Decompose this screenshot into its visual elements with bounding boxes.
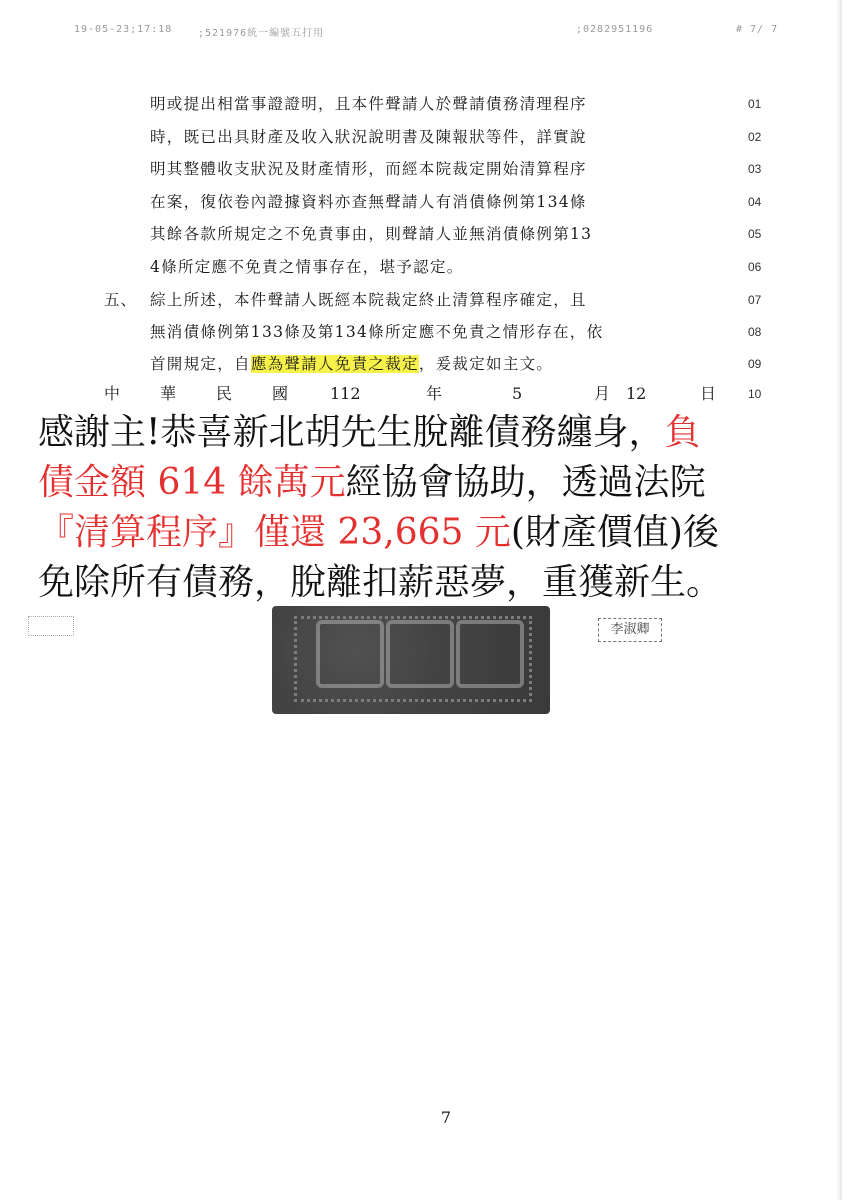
line-number: 01: [748, 97, 762, 111]
fax-header: [0, 24, 848, 38]
line-number: 08: [748, 325, 762, 339]
repaid-amount: 『清算程序』僅還 23,665 元: [38, 512, 511, 553]
ruling-line: 綜上所述，本件聲請人既經本院裁定終止清算程序確定，且: [150, 291, 587, 309]
line-number: 09: [748, 357, 762, 371]
ruling-line-pre: 首開規定，自: [150, 355, 251, 373]
signer-stamp: 李淑卿: [598, 618, 662, 642]
banner-line-1: [38, 410, 700, 456]
date-month: 5: [512, 384, 523, 403]
item-marker: 五、: [104, 291, 138, 309]
ruling-line: [150, 351, 730, 377]
banner-highlight: 負: [664, 412, 701, 453]
banner-text: (財產價值)後: [510, 512, 719, 553]
banner-text: 經協會協助，透過法院: [345, 462, 706, 503]
scan-edge: [836, 0, 842, 1200]
date-char: 中: [104, 384, 121, 403]
banner-line-4: 免除所有債務，脫離扣薪惡夢，重獲新生。: [38, 562, 723, 603]
page-number: 7: [440, 1108, 452, 1127]
line-number: 10: [748, 387, 762, 401]
seal-glyph: [316, 620, 384, 688]
fax-page-count: # 7/ 7: [736, 24, 779, 35]
date-char: 月: [594, 384, 611, 403]
date-year: 112: [330, 384, 361, 403]
line-number: 04: [748, 195, 762, 209]
ruling-line: 無消債條例第133條及第134條所定應不免責之情形存在，依: [150, 323, 604, 341]
date-char: 華: [160, 384, 177, 403]
line-number: 06: [748, 260, 762, 274]
stamp-fragment: [28, 616, 74, 636]
fax-sender: ;521976統一編號五打用: [198, 28, 325, 39]
ruling-line: 明或提出相當事證證明，且本件聲請人於聲請債務清理程序: [150, 95, 587, 113]
ruling-line: 時，既已出具財產及收入狀況說明書及陳報狀等件，詳實說: [150, 128, 587, 146]
court-seal-image: [272, 606, 550, 714]
banner-line-2: [38, 460, 706, 506]
date-day: 12: [626, 384, 647, 403]
ruling-line: 4條所定應不免責之情事存在，堪予認定。: [150, 258, 464, 276]
date-char: 國: [272, 384, 289, 403]
seal-glyph: [386, 620, 454, 688]
banner-line-3: [38, 510, 719, 556]
ruling-line: 明其整體收支狀況及財產情形，而經本院裁定開始清算程序: [150, 160, 587, 178]
date-char: 年: [426, 384, 443, 403]
fax-datetime: 19-05-23;17:18: [74, 24, 173, 35]
date-char: 民: [216, 384, 233, 403]
highlighted-phrase: 應為聲請人免責之裁定: [250, 355, 419, 373]
fax-number: ;0282951196: [576, 24, 654, 35]
debt-amount: 債金額 614 餘萬元: [38, 462, 346, 503]
ruling-line: 其餘各款所規定之不免責事由，則聲請人並無消債條例第13: [150, 225, 593, 243]
line-number: 03: [748, 162, 762, 176]
congratulation-banner: [30, 410, 818, 606]
ruling-line: 在案，復依卷內證據資料亦查無聲請人有消債條例第134條: [150, 193, 587, 211]
seal-glyph: [456, 620, 524, 688]
date-char: 日: [700, 384, 717, 403]
ruling-line-post: ，爰裁定如主文。: [418, 355, 554, 373]
line-number: 02: [748, 130, 762, 144]
line-number: 05: [748, 227, 762, 241]
banner-text: 感謝主!恭喜新北胡先生脫離債務纏身，: [38, 412, 665, 453]
line-number: 07: [748, 293, 762, 307]
